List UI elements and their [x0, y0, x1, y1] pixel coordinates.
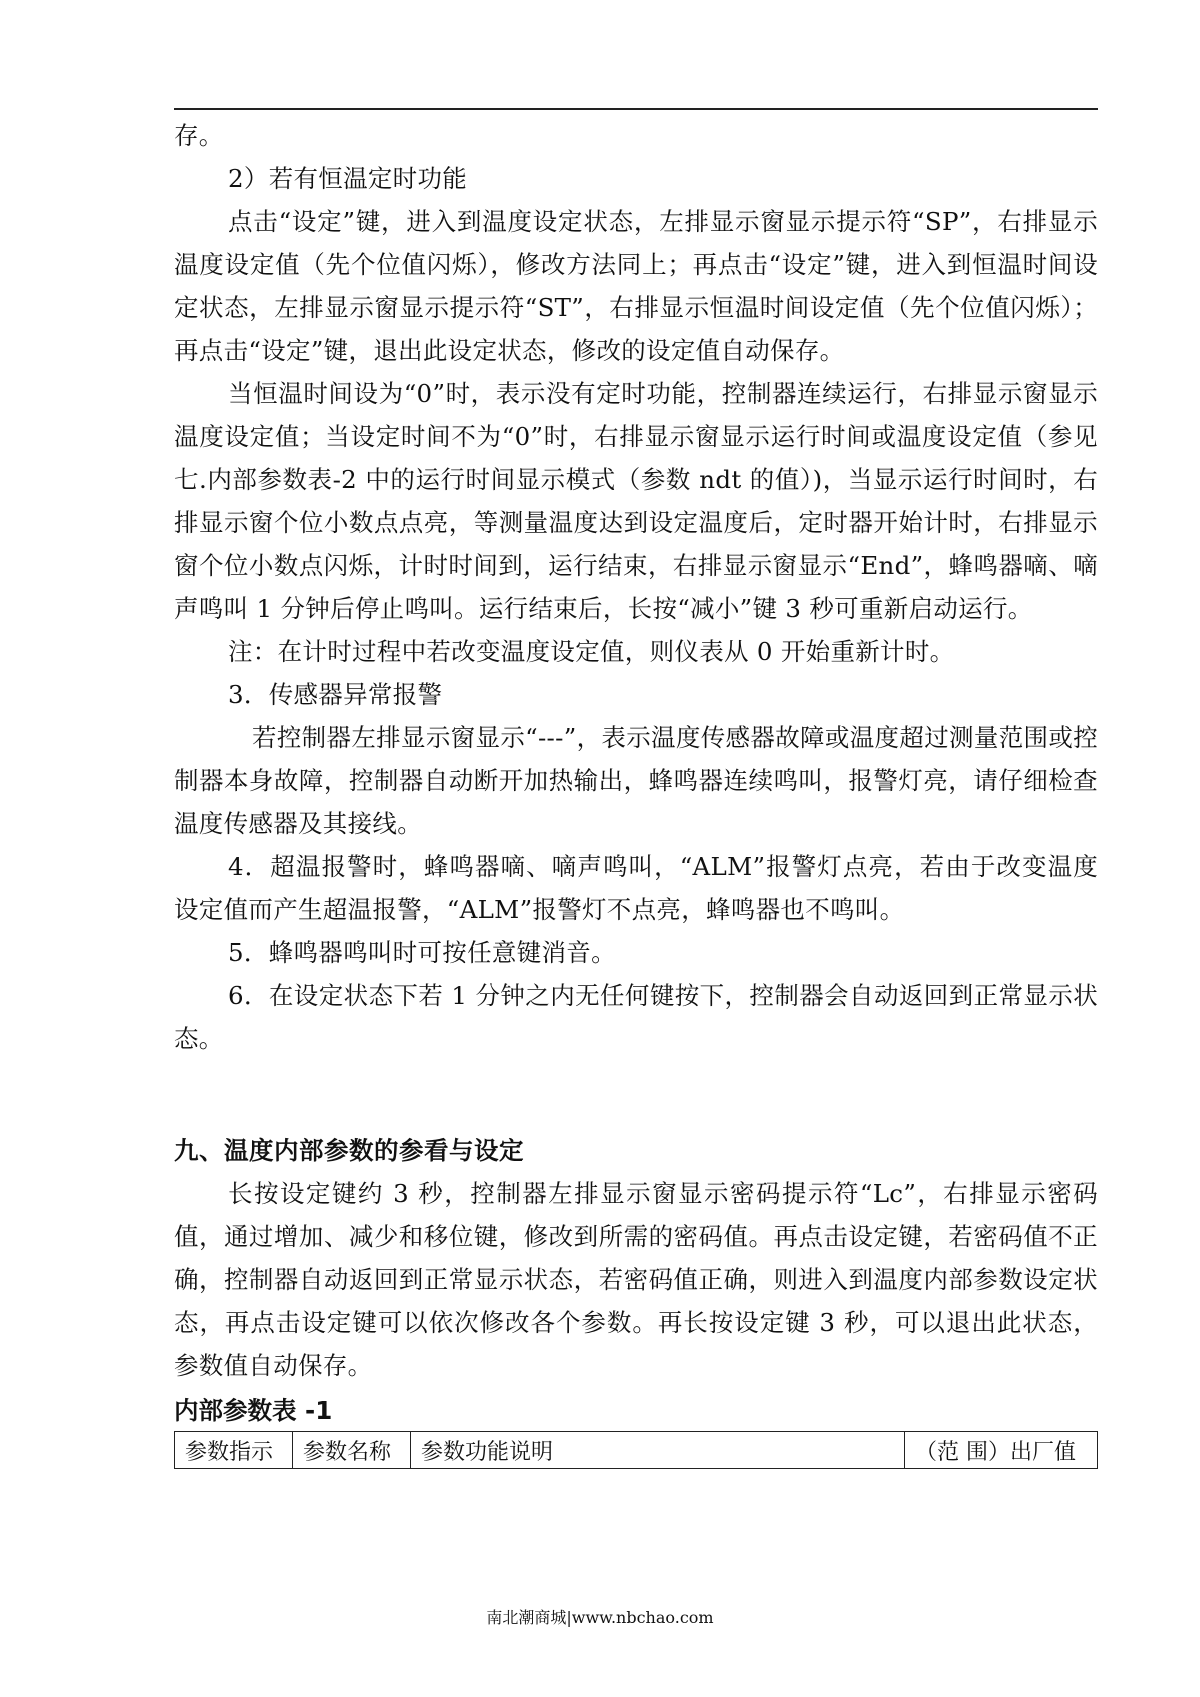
table-header-row: [175, 1432, 1098, 1469]
paragraph-internal-params: 长按设定键约 3 秒，控制器左排显示窗显示密码提示符“Lc”，右排显示密码值，通过增加、减少和移位键，修改到所需的密码值。再点击设定键，若密码值不正确，控制器自动返回到正常显示状态，若密码值正确，则进入到温度内部参数设定状态，再点击设定键可以依次修改各个参数。再长按设定键 3 秒，可以退出此状态，参数值自动保存。: [174, 1179, 1098, 1380]
paragraph-timer-zero: 当恒温时间设为“0”时，表示没有定时功能，控制器连续运行，右排显示窗显示温度设定值；当设定时间不为“0”时，右排显示窗显示运行时间或温度设定值（参见七.内部参数表-2 中的运行时间显示模式（参数 ndt 的值）)，当显示运行时间时，右排显示窗个位小数点点亮，等测量温度达到设定温度后，定时器开始计时，右排显示窗个位小数点闪烁，计时时间到，运行结束，右排显示窗显示“End”，蜂鸣器嘀、嘀声鸣叫 1 分钟后停止鸣叫。运行结束后，长按“减小”键 3 秒可重新启动运行。: [174, 379, 1098, 623]
table-header-cell: 参数功能说明: [411, 1432, 905, 1469]
page-content: [174, 114, 1098, 1469]
table-title: 内部参数表 -1: [174, 1396, 333, 1425]
table-header-cell: （范 围）出厂值: [905, 1432, 1098, 1469]
paragraph-auto-return: 6．在设定状态下若 1 分钟之内无任何键按下，控制器会自动返回到正常显示状态。: [174, 981, 1098, 1053]
subheading-sensor-alarm: 3．传感器异常报警: [228, 680, 443, 709]
paragraph-note: 注：在计时过程中若改变温度设定值，则仪表从 0 开始重新计时。: [228, 637, 955, 666]
paragraph-buzzer-mute: 5．蜂鸣器鸣叫时可按任意键消音。: [228, 938, 616, 967]
header-rule: [174, 108, 1098, 110]
table-header-cell: 参数名称: [293, 1432, 411, 1469]
parameter-table: [174, 1431, 1098, 1469]
paragraph-overtemp-alarm: 4．超温报警时，蜂鸣器嘀、嘀声鸣叫，“ALM”报警灯点亮，若由于改变温度设定值而产生超温报警，“ALM”报警灯不点亮，蜂鸣器也不鸣叫。: [174, 852, 1098, 924]
subheading-timer-function: 2）若有恒温定时功能: [228, 164, 468, 193]
section-heading: 九、温度内部参数的参看与设定: [174, 1136, 524, 1165]
page-footer: 南北潮商城|www.nbchao.com: [486, 1608, 714, 1627]
section-gap: [174, 1060, 1098, 1129]
paragraph-continuation: 存。: [174, 121, 224, 150]
paragraph-sensor-alarm: 若控制器左排显示窗显示“---”，表示温度传感器故障或温度超过测量范围或控制器本身故障，控制器自动断开加热输出，蜂鸣器连续鸣叫，报警灯亮，请仔细检查温度传感器及其接线。: [174, 723, 1098, 838]
table-header-cell: 参数指示: [175, 1432, 293, 1469]
paragraph-setting-steps: 点击“设定”键，进入到温度设定状态，左排显示窗显示提示符“SP”，右排显示温度设定值（先个位值闪烁），修改方法同上；再点击“设定”键，进入到恒温时间设定状态，左排显示窗显示提示符“ST”，右排显示恒温时间设定值（先个位值闪烁）；再点击“设定”键，退出此设定状态，修改的设定值自动保存。: [174, 207, 1098, 365]
